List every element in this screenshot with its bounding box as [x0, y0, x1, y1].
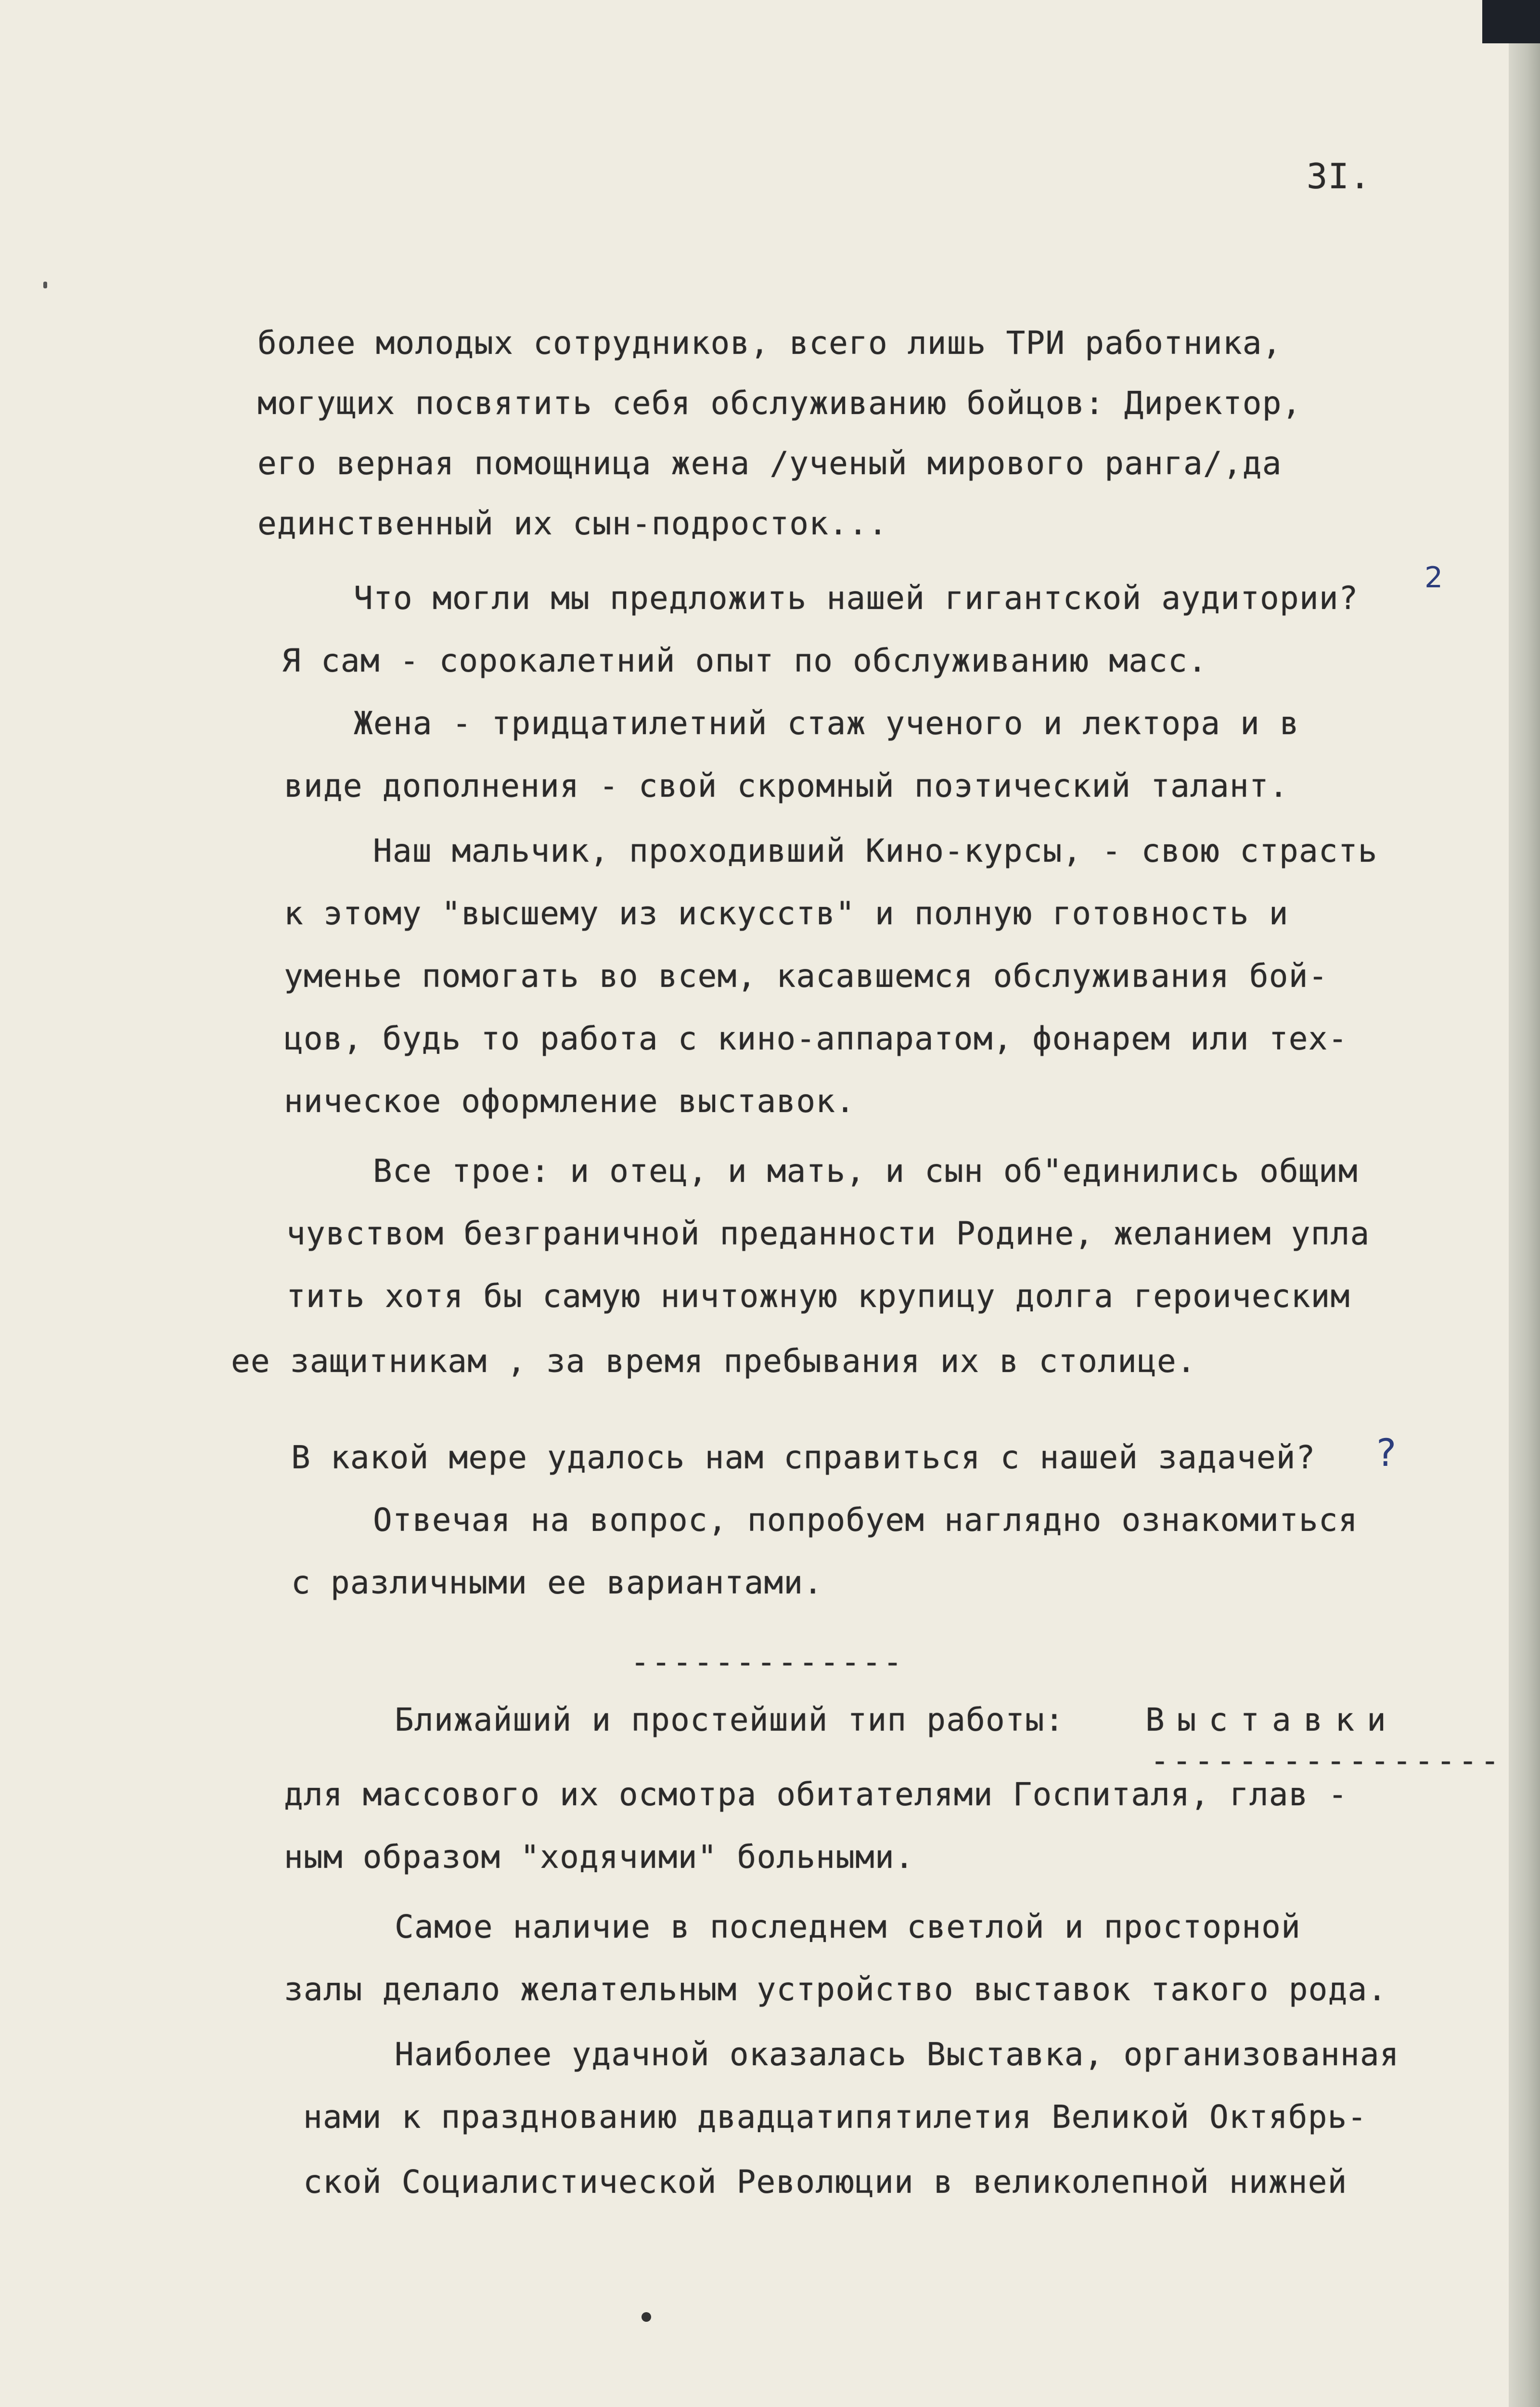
text-line: ническое оформление выставок.: [284, 1083, 856, 1120]
text-line: ным образом "ходячими" больными.: [284, 1838, 914, 1876]
text-line: его верная помощница жена /ученый мирового ранга/,да: [257, 445, 1282, 482]
text-line: Наиболее удачной оказалась Выставка, организованная: [395, 2036, 1399, 2073]
text-line: к этому "высшему из искусств" и полную готовность и: [284, 895, 1289, 932]
text-line: могущих посвятить себя обслуживанию бойцов: Директор,: [257, 385, 1302, 422]
text-line: Жена - тридцатилетний стаж ученого и лектора и в: [354, 705, 1299, 742]
underline-vystavki: ----------------: [1150, 1742, 1502, 1779]
text-line: виде дополнения - свой скромный поэтический талант.: [284, 767, 1289, 804]
text-line: с различными ее вариантами.: [291, 1564, 823, 1601]
text-line: уменье помогать во всем, касавшемся обслуживания бой-: [284, 958, 1328, 995]
text-line: для массового их осмотра обитателями Госпиталя, глав -: [284, 1776, 1348, 1813]
ink-speck: [43, 282, 47, 288]
text-line: нами к празднованию двадцатипятилетия Великой Октябрь-: [303, 2098, 1367, 2135]
text-line: Я сам - сорокалетний опыт по обслуживанию масс.: [282, 642, 1207, 679]
text-line: ее защитникам , за время пребывания их в столице.: [231, 1343, 1196, 1380]
page-edge-dark-corner: [1482, 0, 1540, 43]
page-number: 3I.: [1307, 156, 1371, 196]
handwritten-mark-question: ?: [1376, 1432, 1397, 1475]
text-line: ской Социалистической Революции в великолепной нижней: [303, 2163, 1348, 2200]
spaced-heading-vystavki: Выставки: [1145, 1701, 1399, 1738]
text-line: Что могли мы предложить нашей гигантской аудитории?: [354, 580, 1359, 617]
text-line: Наш мальчик, проходивший Кино-курсы, - свою страсть: [373, 832, 1378, 869]
handwritten-mark-2: 2: [1424, 561, 1443, 595]
text-line: Ближайший и простейший тип работы:: [395, 1701, 1084, 1738]
section-divider: -------------: [630, 1643, 904, 1681]
text-line: Отвечая на вопрос, попробуем наглядно ознакомиться: [373, 1501, 1358, 1539]
text-line: тить хотя бы самую ничтожную крупицу долга героическим: [286, 1278, 1350, 1315]
ink-dot: [642, 2312, 651, 2322]
page-edge-right: [1509, 0, 1540, 2407]
text-line: Все трое: и отец, и мать, и сын об"единились общим: [373, 1152, 1358, 1190]
text-line: Самое наличие в последнем светлой и просторной: [395, 1908, 1301, 1945]
text-line: В какой мере удалось нам справиться с нашей задачей?: [291, 1439, 1316, 1476]
text-line: единственный их сын-подросток...: [257, 505, 888, 542]
text-line: залы делало желательным устройство выставок такого рода.: [284, 1971, 1387, 2008]
text-line: более молодых сотрудников, всего лишь ТРИ работника,: [257, 324, 1282, 362]
text-line: цов, будь то работа с кино-аппаратом, фонарем или тех-: [284, 1020, 1348, 1057]
text-line: чувством безграничной преданности Родине, желанием упла: [286, 1215, 1370, 1252]
